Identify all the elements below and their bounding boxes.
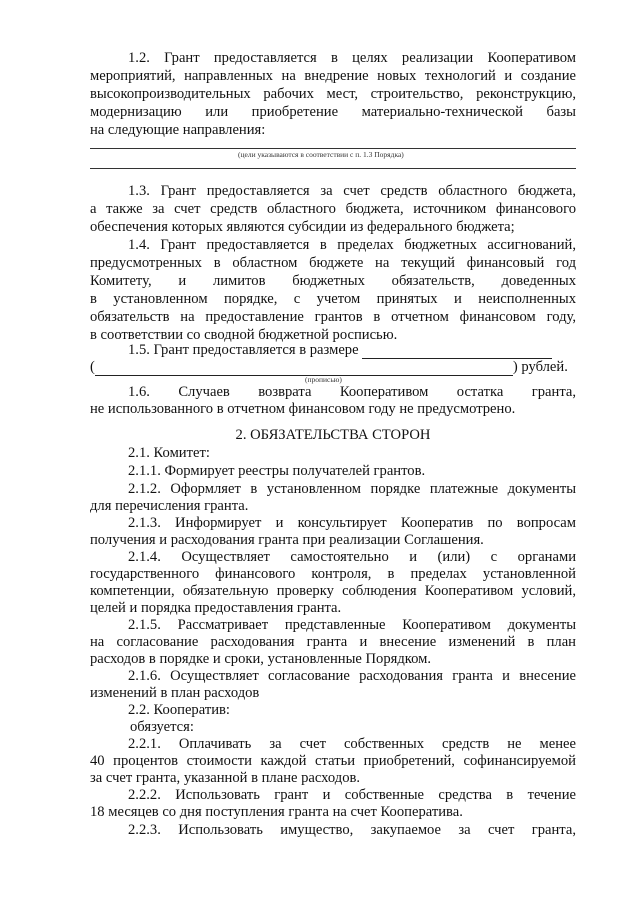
section-2-heading: 2. ОБЯЗАТЕЛЬСТВА СТОРОН (235, 427, 431, 443)
targets-note: (цели указываются в соответствии с п. 1.3 Порядка) (238, 150, 404, 159)
para-2-1-6-line-1: 2.1.6. Осуществляет согласование расходования гранта и внесение (128, 668, 576, 684)
para-2-1-5-line-2: на согласование расходования гранта и внесение изменений в план (90, 634, 576, 650)
para-1-3-line-3: обеспечения которых являются субсидии из федерального бюджета; (90, 219, 515, 235)
para-2-2-2-line-1: 2.2.2. Использовать грант и собственные средства в течение (128, 787, 576, 803)
para-2-1-6-line-2: изменений в план расходов (90, 685, 260, 701)
para-2-1-3-line-2: получения и расходования гранта при реализации Соглашения. (90, 532, 484, 548)
para-2-2-3-line-1: 2.2.3. Использовать имущество, закупаемое за счет гранта, (128, 822, 576, 838)
para-1-2-line-2: мероприятий, направленных на внедрение новых технологий и создание (90, 68, 576, 84)
para-1-2-line-4: модернизацию или приобретение материально-технической базы (90, 104, 576, 120)
para-1-4-line-6: в соответствии со сводной бюджетной росписью. (90, 327, 398, 343)
para-2-2-1-line-3: за счет гранта, указанной в плане расходов. (90, 770, 361, 786)
para-2-1-2-line-1: 2.1.2. Оформляет в установленном порядке платежные документы (128, 481, 576, 497)
para-2-2-obligations: обязуется: (130, 719, 194, 735)
para-1-4-line-2: предусмотренных в областном бюджете на текущий финансовый год (90, 255, 576, 271)
para-2-1-5-line-1: 2.1.5. Рассматривает представленные Кооперативом документы (128, 617, 576, 633)
para-1-5-text: 1.5. Грант предоставляется в размере (128, 342, 359, 358)
para-2-1-4-line-1: 2.1.4. Осуществляет самостоятельно и (или) с органами (128, 549, 576, 565)
para-1-3-line-1: 1.3. Грант предоставляется за счет средств областного бюджета, (128, 183, 576, 199)
para-1-6-line-2: не использованного в отчетном финансовом году не предусмотрено. (90, 401, 516, 417)
para-1-4-line-3: Комитету, и лимитов бюджетных обязательств, доведенных (90, 273, 576, 289)
para-1-4-line-1: 1.4. Грант предоставляется в пределах бюджетных ассигнований, (128, 237, 576, 253)
para-2-2-2-line-2: 18 месяцев со дня поступления гранта на счет Кооператива. (90, 804, 463, 820)
para-1-4-line-4: в установленном порядке, с учетом принятых и неисполненных (90, 291, 576, 307)
para-1-2-line-3: высокопроизводительных рабочих мест, строительство, реконструкцию, (90, 86, 576, 102)
amount-words-note: (прописью) (305, 375, 342, 384)
amount-digits-field (362, 342, 552, 359)
para-1-2-line-1: 1.2. Грант предоставляется в целях реализации Кооперативом (128, 50, 576, 66)
para-2-1-5-line-3: расходов в порядке и сроки, установленные Порядком. (90, 651, 432, 667)
para-1-2-line-5: на следующие направления: (90, 122, 266, 138)
targets-fill-line-2 (90, 168, 576, 169)
para-1-5-line-1 (128, 342, 576, 359)
para-2-2-1-line-1: 2.2.1. Оплачивать за счет собственных средств не менее (128, 736, 576, 752)
para-2-1-2-line-2: для перечисления гранта. (90, 498, 249, 514)
targets-fill-line-1 (90, 148, 576, 149)
para-1-5-line-2 (90, 359, 576, 376)
para-1-6-line-1: 1.6. Случаев возврата Кооперативом остатка гранта, (128, 384, 576, 400)
para-1-4-line-5: обязательств на предоставление грантов в отчетном финансовом году, (90, 309, 576, 325)
para-1-3-line-2: а также за счет средств областного бюджета, источником финансового (90, 201, 576, 217)
para-2-1: 2.1. Комитет: (128, 445, 210, 461)
para-2-2: 2.2. Кооператив: (128, 702, 230, 718)
para-2-1-3-line-1: 2.1.3. Информирует и консультирует Кооператив по вопросам (128, 515, 576, 531)
para-2-1-4-line-4: целей и порядка предоставления гранта. (90, 600, 342, 616)
para-2-1-4-line-2: государственного финансового контроля, в пределах установленной (90, 566, 576, 582)
para-2-1-1: 2.1.1. Формирует реестры получателей грантов. (128, 463, 426, 479)
amount-words-close: ) рублей. (512, 359, 568, 375)
para-2-2-1-line-2: 40 процентов стоимости каждой статьи приобретений, софинансируемой (90, 753, 576, 769)
amount-words-open: ( (90, 359, 95, 375)
para-2-1-4-line-3: компетенции, обязательную проверку соблюдения Кооперативом условий, (90, 583, 576, 599)
amount-words-field (95, 359, 513, 376)
